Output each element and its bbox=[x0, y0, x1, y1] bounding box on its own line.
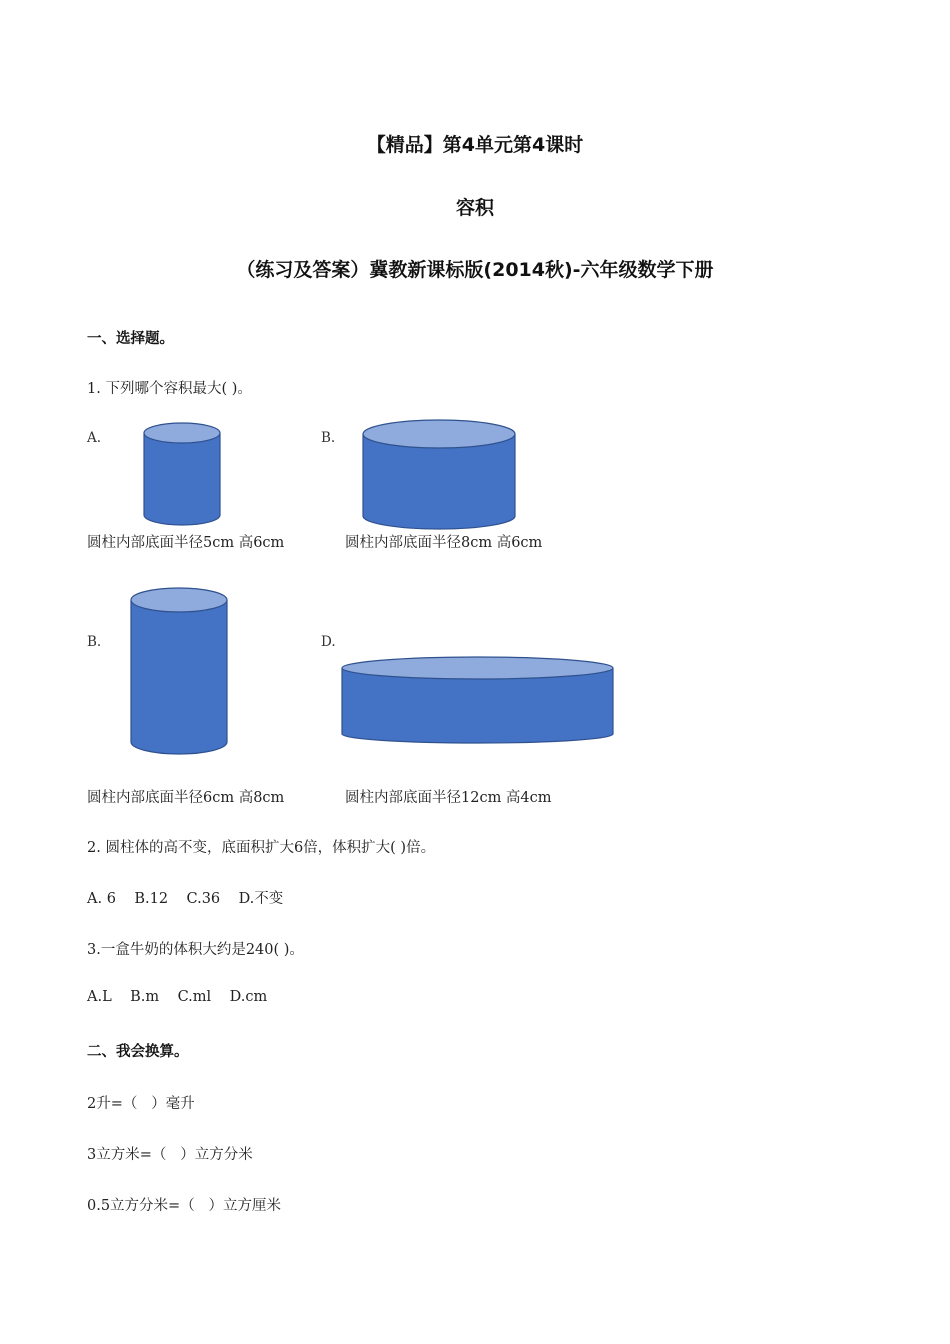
option-b-label: B. bbox=[321, 430, 336, 446]
option-d-label: D. bbox=[321, 634, 336, 650]
question-2-choices: A. 6 B.12 C.36 D.不变 bbox=[87, 891, 284, 907]
doc-title-line2: 容积 bbox=[455, 197, 494, 219]
question-3-choices: A.L B.m C.ml D.cm bbox=[87, 989, 268, 1005]
conversion-item: 3立方米=（ ）立方分米 bbox=[87, 1147, 253, 1163]
cylinder-icon bbox=[362, 419, 518, 533]
option-c-label: B. bbox=[87, 634, 102, 650]
question-3: 3.一盒牛奶的体积大约是240( )。 bbox=[87, 942, 304, 958]
option-d-caption: 圆柱内部底面半径12cm 高4cm bbox=[345, 790, 552, 806]
option-b-caption: 圆柱内部底面半径8cm 高6cm bbox=[345, 535, 543, 551]
cylinder-icon bbox=[130, 587, 230, 757]
option-c-caption: 圆柱内部底面半径6cm 高8cm bbox=[87, 790, 285, 806]
question-1: 1. 下列哪个容积最大( )。 bbox=[87, 381, 252, 397]
conversion-item: 0.5立方分米=（ ）立方厘米 bbox=[87, 1198, 282, 1214]
section-heading-conversion: 二、我会换算。 bbox=[87, 1044, 189, 1060]
cylinder-icon bbox=[341, 656, 616, 748]
question-2: 2. 圆柱体的高不变，底面积扩大6倍，体积扩大( )倍。 bbox=[87, 840, 436, 856]
section-heading-choice: 一、选择题。 bbox=[87, 331, 174, 347]
option-a-label: A. bbox=[87, 430, 102, 446]
cylinder-icon bbox=[143, 422, 223, 528]
conversion-item: 2升=（ ）毫升 bbox=[87, 1096, 195, 1112]
doc-title-line3: （练习及答案）冀教新课标版(2014秋)-六年级数学下册 bbox=[236, 259, 714, 281]
doc-title-line1: 【精品】第4单元第4课时 bbox=[366, 134, 584, 156]
option-a-caption: 圆柱内部底面半径5cm 高6cm bbox=[87, 535, 285, 551]
